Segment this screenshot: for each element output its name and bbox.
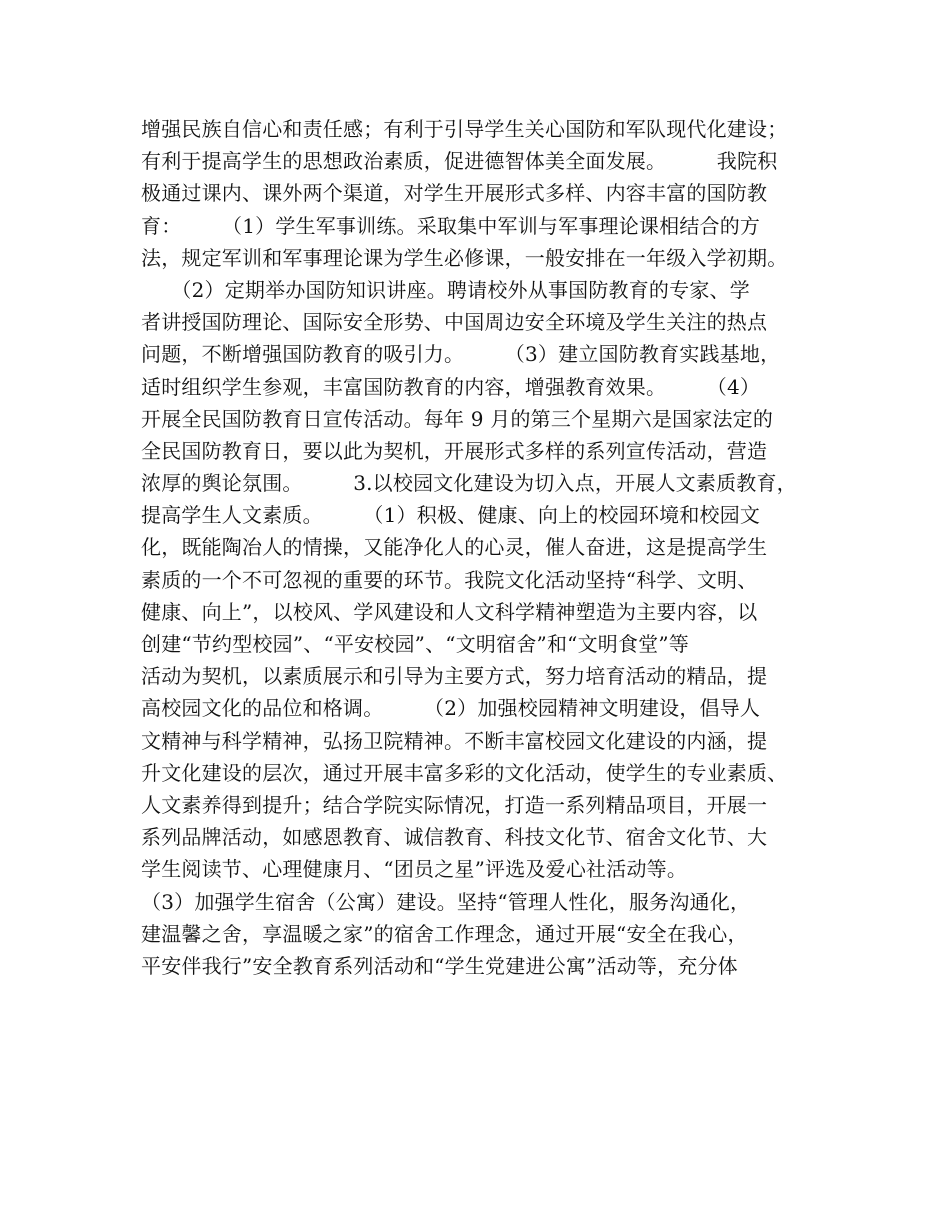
text-line: 者讲授国防理论、国际安全形势、中国周边安全环境及学生关注的热点 — [141, 310, 768, 335]
text-line: 化，既能陶冶人的情操，又能净化人的心灵，催人奋进，这是提高学生 — [141, 535, 768, 560]
text-line: 升文化建设的层次，通过开展丰富多彩的文化活动，使学生的专业素质、 — [141, 760, 788, 785]
text-line: 适时组织学生参观，丰富国防教育的内容，增强教育效果。 （4） — [141, 374, 761, 399]
text-line: 素质的一个不可忽视的重要的环节。我院文化活动坚持“科学、文明、 — [141, 567, 758, 592]
text-line: 系列品牌活动，如感恩教育、诚信教育、科技文化节、宿舍文化节、大 — [141, 825, 768, 850]
text-line: 平安伴我行”安全教育系列活动和“学生党建进公寓”活动等，充分体 — [141, 953, 738, 978]
text-line: 开展全民国防教育日宣传活动。每年 9 月的第三个星期六是国家法定的 — [141, 406, 774, 431]
text-line: 问题，不断增强国防教育的吸引力。 （3）建立国防教育实践基地， — [141, 342, 781, 367]
text-line: 人文素养得到提升；结合学院实际情况，打造一系列精品项目，开展一 — [141, 792, 768, 817]
text-line: 文精神与科学精神，弘扬卫院精神。不断丰富校园文化建设的内涵，提 — [141, 728, 768, 753]
text-line: 育： （1）学生军事训练。采取集中军训与军事理论课相结合的方 — [141, 213, 761, 238]
text-line: 活动为契机，以素质展示和引导为主要方式，努力培育活动的精品，提 — [141, 664, 768, 689]
text-line: 全民国防教育日，要以此为契机，开展形式多样的系列宣传活动，营造 — [141, 438, 768, 463]
text-line: 高校园文化的品位和格调。 （2）加强校园精神文明建设，倡导人 — [141, 696, 761, 721]
text-line: 学生阅读节、心理健康月、“团员之星”评选及爱心社活动等。 — [141, 857, 688, 882]
text-line: 提高学生人文素质。 （1）积极、健康、向上的校园环境和校园文 — [141, 503, 761, 528]
text-line: （3）加强学生宿舍（公寓）建设。坚持“管理人性化，服务沟通化， — [141, 889, 751, 914]
text-line: 极通过课内、课外两个渠道，对学生开展形式多样、内容丰富的国防教 — [141, 181, 768, 206]
text-line: 浓厚的舆论氛围。 3.以校园文化建设为切入点，开展人文素质教育， — [141, 471, 797, 496]
text-line: 有利于提高学生的思想政治素质，促进德智体美全面发展。 我院积 — [141, 149, 778, 174]
text-line: 创建“节约型校园”、“平安校园”、“文明宿舍”和“文明食堂”等 — [141, 632, 689, 656]
body-text — [141, 113, 821, 982]
text-line: 增强民族自信心和责任感；有利于引导学生关心国防和军队现代化建设； — [141, 117, 788, 141]
text-line: 法，规定军训和军事理论课为学生必修课，一般安排在一年级入学初期。 — [141, 245, 788, 270]
text-line: 建温馨之舍，享温暖之家”的宿舍工作理念，通过开展“安全在我心， — [141, 921, 748, 946]
text-line: 健康、向上”，以校风、学风建设和人文科学精神塑造为主要内容，以 — [141, 599, 758, 624]
text-line: （2）定期举办国防知识讲座。聘请校外从事国防教育的专家、学 — [141, 277, 750, 302]
